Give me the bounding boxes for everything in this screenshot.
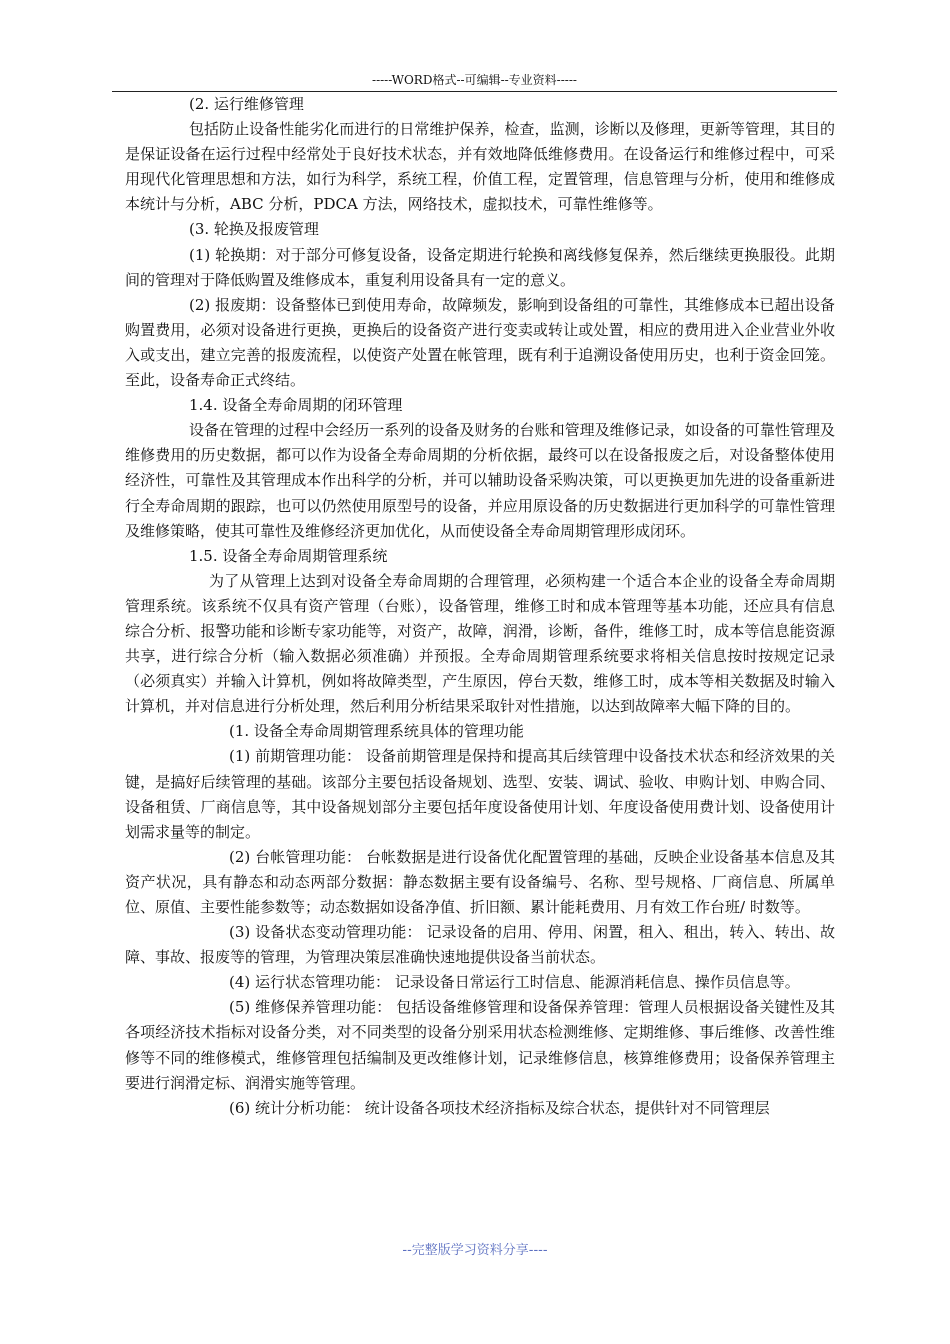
- section-heading-operation-maintenance: (2. 运行维修管理: [189, 95, 304, 113]
- paragraph-closed-loop: 设备在管理的过程中会经历一系列的设备及财务的台账和管理及维修记录，如设备的可靠性管理及维修费用的历史数据，都可以作为设备全寿命周期的分析依据，最终可以在设备报废之后，对设备整体使用经济性，可靠性及其管理成本作出科学的分析，并可以辅助设备采购决策，可以更换更加先进的设备重新进行全寿命周期的跟踪，也可以仍然使用原型号的设备，并应用原设备的历史数据进行更加科学的可靠性管理及维修策略，使其可靠性及维修经济更加优化，从而使设备全寿命周期管理形成闭环。: [125, 421, 835, 540]
- section-heading-1-5: 1.5. 设备全寿命周期管理系统: [189, 546, 388, 565]
- section-heading-rotation-scrap: (3. 轮换及报废管理: [189, 220, 319, 239]
- page-footer: --完整版学习资料分享----: [402, 1243, 548, 1258]
- paragraph-running-state: (4) 运行状态管理功能： 记录设备日常运行工时信息、能源消耗信息、操作员信息等。: [229, 973, 800, 992]
- paragraph-ledger-management: (2) 台帐管理功能： 台帐数据是进行设备优化配置管理的基础，反映企业设备基本信息及其资产状况，具有静态和动态两部分数据：静态数据主要有设备编号、名称、型号规格、厂商信息、所属单位、原值、主要性能参数等；动态数据如设备净值、折旧额、累计能耗费用、月有效工作台班/ 时数等。: [125, 847, 835, 916]
- paragraph-operation-maintenance: 包括防止设备性能劣化而进行的日常维护保养，检查，监测，诊断以及修理，更新等管理，其目的是保证设备在运行过程中经常处于良好技术状态，并有效地降低维修费用。在设备运行和维修过程中，可采用现代化管理思想和方法，如行为科学，系统工程，价值工程，定置管理，信息管理与分析，使用和维修成本统计与分析，ABC 分析，PDCA 方法，网络技术，虚拟技术，可靠性维修等。: [125, 120, 835, 214]
- paragraph-scrap-period: (2) 报废期：设备整体已到使用寿命，故障频发，影响到设备组的可靠性，其维修成本已超出设备购置费用，必须对设备进行更换，更换后的设备资产进行变卖或转让或处置，相应的费用进入企业营业外收入或支出，建立完善的报废流程，以使资产处置在帐管理，既有利于追溯设备使用历史，也利于资金回笼。至此，设备寿命正式终结。: [125, 295, 835, 390]
- paragraph-state-change: (3) 设备状态变动管理功能： 记录设备的启用、停用、闲置，租入、租出，转入、转出、故障、事故、报废等的管理，为管理决策层准确快速地提供设备当前状态。: [125, 923, 835, 967]
- paragraph-statistics-function: (6) 统计分析功能： 统计设备各项技术经济指标及综合状态，提供针对不同管理层: [229, 1098, 770, 1117]
- document-body: [125, 92, 835, 1121]
- paragraph-rotation-period: (1) 轮换期：对于部分可修复设备，设备定期进行轮换和离线修复保养，然后继续更换服役。此期间的管理对于降低购置及维修成本，重复利用设备具有一定的意义。: [125, 245, 835, 289]
- page-header: -----WORD格式--可编辑--专业资料-----: [372, 73, 577, 87]
- subheading-system-functions: (1. 设备全寿命周期管理系统具体的管理功能: [229, 722, 524, 741]
- paragraph-management-system: 为了从管理上达到对设备全寿命周期的合理管理，必须构建一个适合本企业的设备全寿命周期管理系统。该系统不仅具有资产管理（台账），设备管理，维修工时和成本管理等基本功能，还应具有信息综合分析、报警功能和诊断专家功能等，对资产，故障，润滑，诊断，备件，维修工时，成本等信息能资源共享，进行综合分析（输入数据必须准确）并预报。全寿命周期管理系统要求将相关信息按时按规定记录（必须真实）并输入计算机，例如将故障类型，产生原因，停台天数，维修工时，成本等相关数据及时输入计算机，并对信息进行分析处理，然后利用分析结果采取针对性措施，以达到故障率大幅下降的目的。: [125, 571, 835, 716]
- paragraph-maintenance-function: (5) 维修保养管理功能： 包括设备维修管理和设备保养管理：管理人员根据设备关键性及其各项经济技术指标对设备分类，对不同类型的设备分别采用状态检测维修、定期维修、事后维修、改善性维修等不同的维修模式，维修管理包括编制及更改维修计划，记录维修信息，核算维修费用；设备保养管理主要进行润滑定标、润滑实施等管理。: [125, 998, 835, 1092]
- paragraph-early-management: (1) 前期管理功能： 设备前期管理是保持和提高其后续管理中设备技术状态和经济效果的关键，是搞好后续管理的基础。该部分主要包括设备规划、选型、安装、调试、验收、申购计划、申购合同、设备租赁、厂商信息等，其中设备规划部分主要包括年度设备使用计划、年度设备使用费计划、设备使用计划需求量等的制定。: [125, 747, 835, 841]
- section-heading-1-4: 1.4. 设备全寿命周期的闭环管理: [189, 396, 403, 415]
